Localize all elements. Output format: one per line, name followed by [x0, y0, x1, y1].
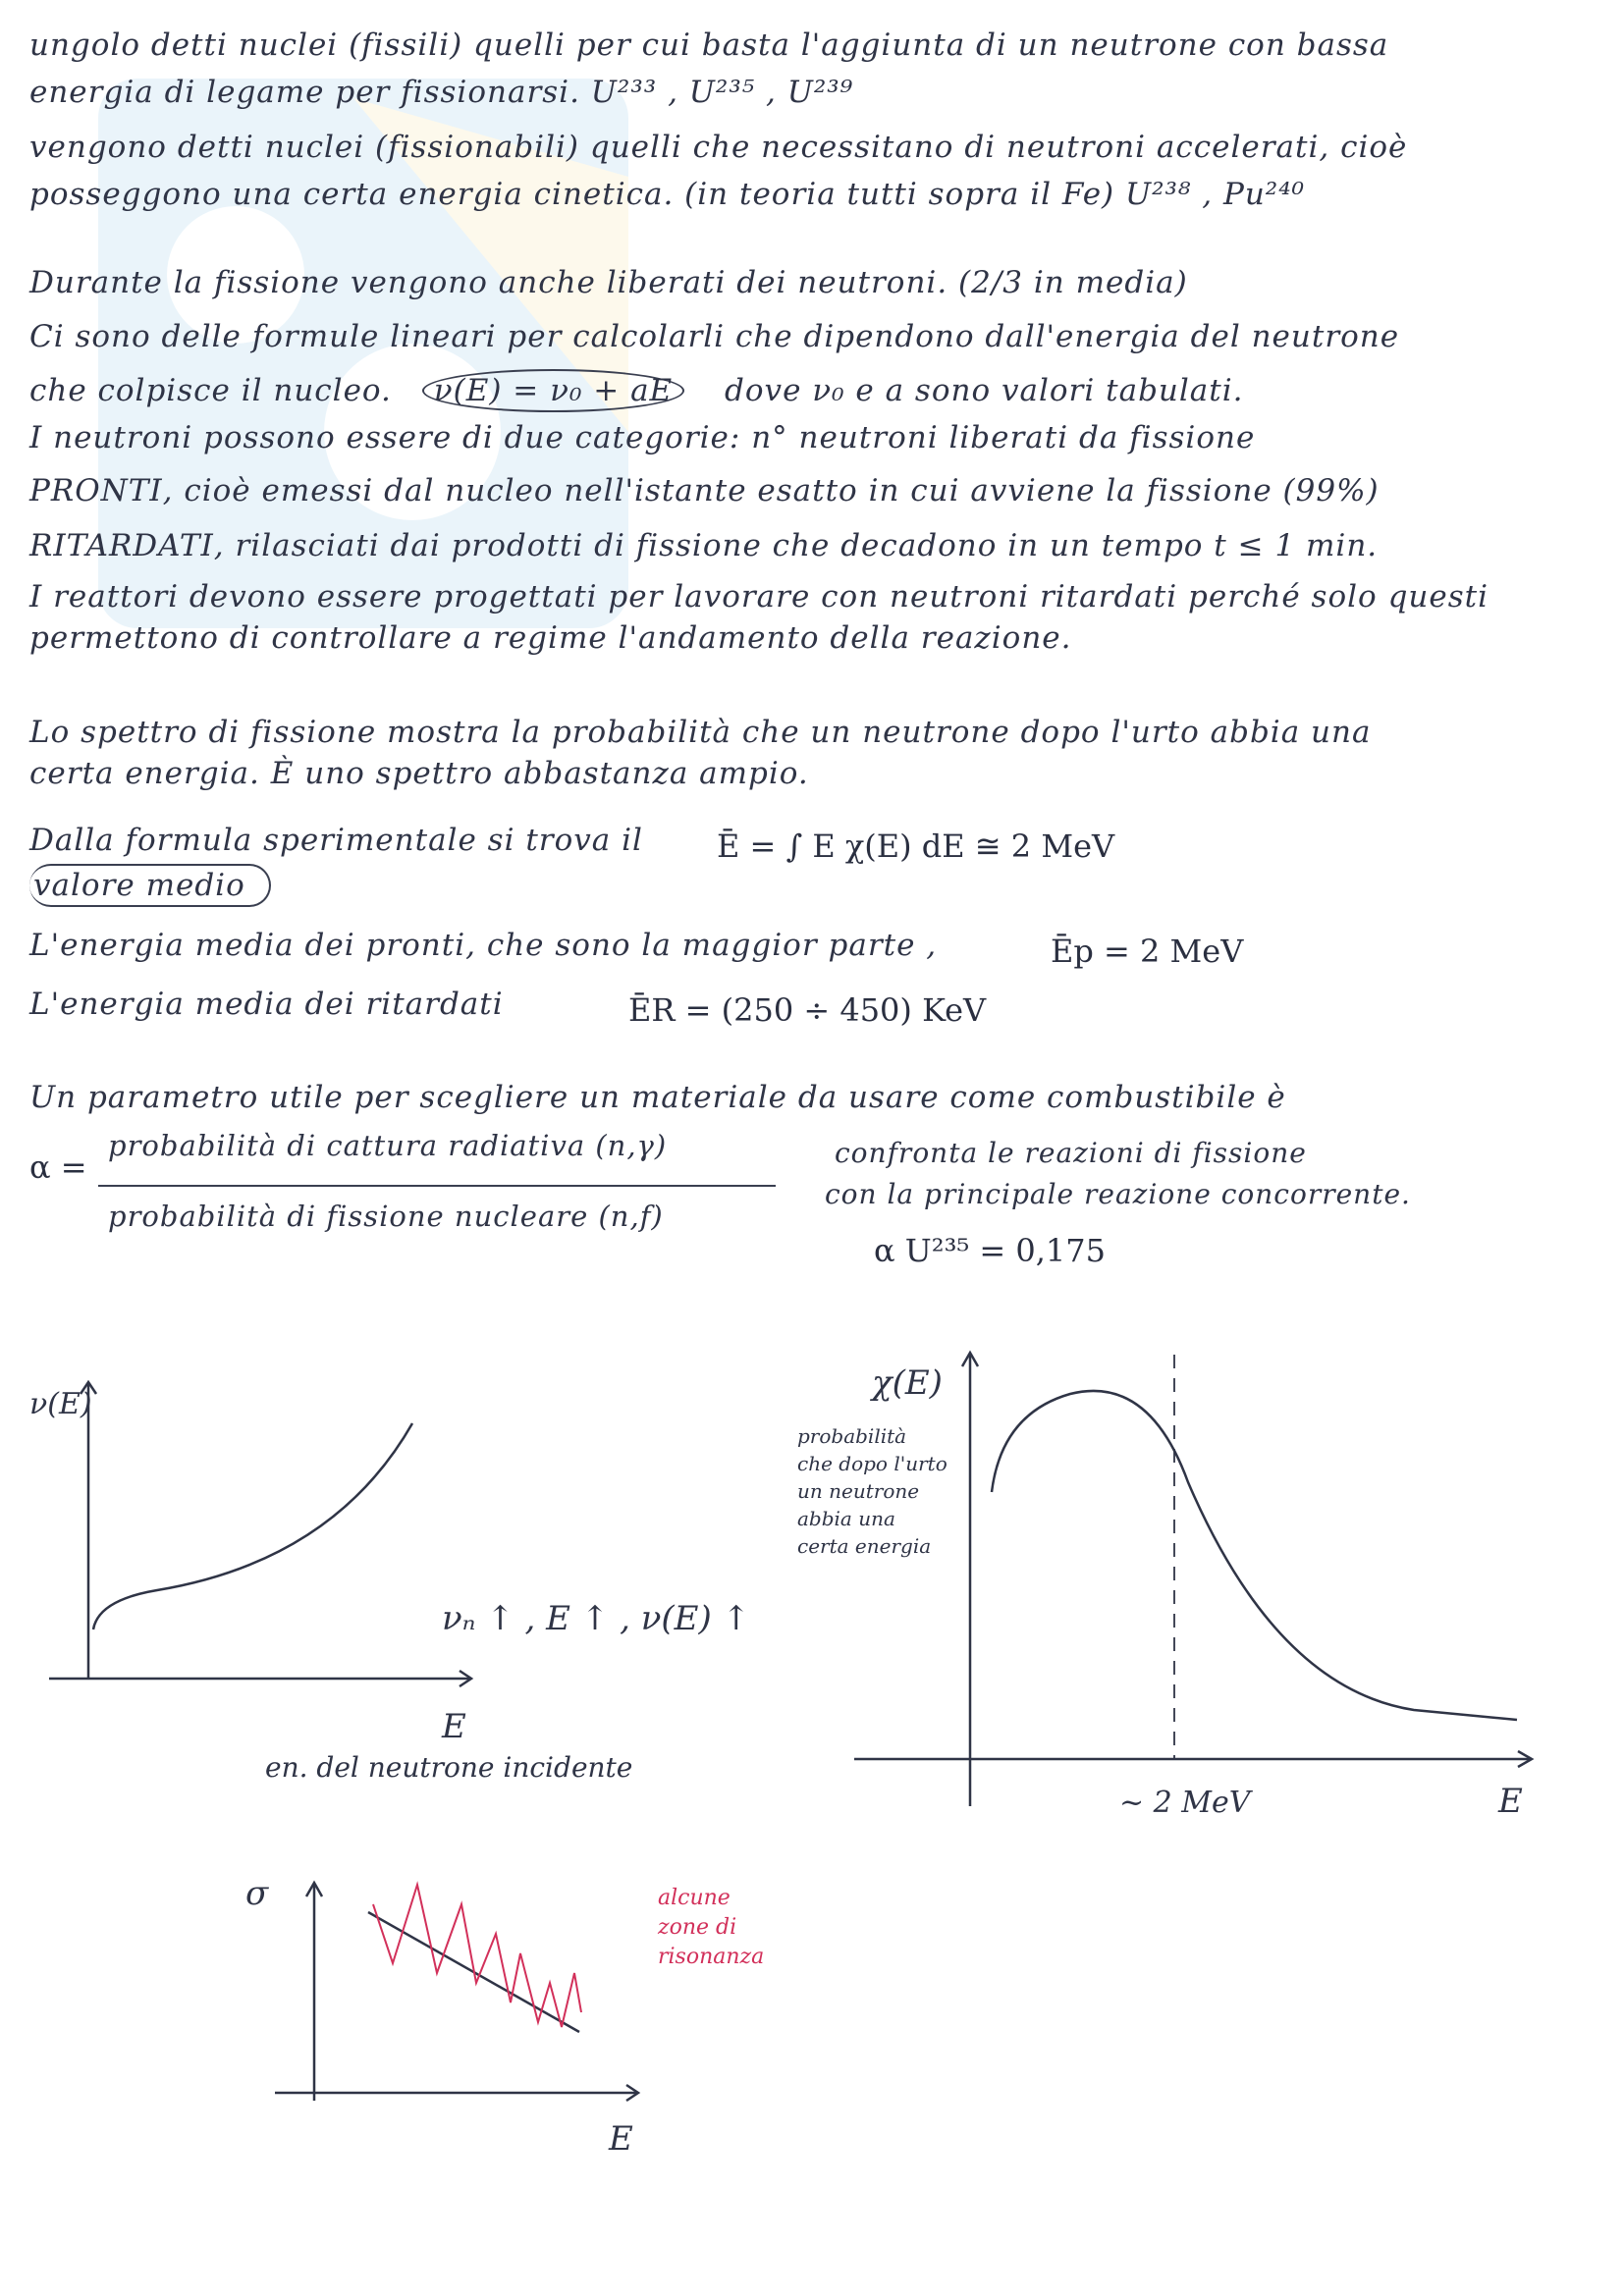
graph2-desc-1: probabilità — [797, 1424, 907, 1448]
note-line-7 — [29, 373, 1244, 408]
graph3-note-3: risonanza — [658, 1945, 765, 1969]
note-line-11: I reattori devono essere progettati per lavorare con neutroni ritardati perché solo questi — [29, 579, 1489, 614]
note-line-1: ungolo detti nuclei (fissili) quelli per cui basta l'aggiunta di un neutrone con bassa — [29, 27, 1389, 63]
graph-cross-section — [226, 1865, 854, 2160]
graph2-ylabel: χ(E) — [872, 1363, 943, 1403]
graph3-xlabel: E — [609, 2119, 633, 2159]
graph2-xlabel: E — [1498, 1782, 1523, 1821]
alpha-value: α U²³⁵ = 0,175 — [874, 1232, 1106, 1269]
note-line-2: energia di legame per fissionarsi. U²³³ , U²³⁵ , U²³⁹ — [29, 75, 854, 110]
note-line-16-circled: valore medio — [29, 864, 271, 907]
note-line-12: permettono di controllare a regime l'andamento della reazione. — [29, 620, 1072, 656]
graph3-ylabel: σ — [245, 1874, 269, 1913]
formula-mean-energy: Ē = ∫ E χ(E) dE ≅ 2 MeV — [717, 828, 1115, 865]
graph3-note-1: alcune — [658, 1886, 731, 1910]
graph2-peak-label: ~ 2 MeV — [1119, 1786, 1251, 1820]
note-line-18: L'energia media dei ritardati — [29, 987, 504, 1022]
note-line-9: PRONTI, cioè emessi dal nucleo nell'istante esatto in cui avviene la fissione (99%) — [29, 473, 1380, 508]
graph1-annotation: νₙ ↑ , E ↑ , ν(E) ↑ — [442, 1599, 751, 1638]
note-line-7-tail: dove ν₀ e a sono valori tabulati. — [725, 373, 1244, 408]
note-line-19: Un parametro utile per scegliere un materiale da usare come combustibile è — [29, 1080, 1286, 1115]
nu-curve — [93, 1423, 412, 1629]
formula-prompt-energy: Ēp = 2 MeV — [1051, 933, 1244, 970]
graph2-desc-2: che dopo l'urto — [797, 1452, 947, 1475]
resonance-curve — [373, 1885, 581, 2027]
note-line-17: L'energia media dei pronti, che sono la maggior parte , — [29, 928, 938, 963]
note-line-8: I neutroni possono essere di due categorie: n° neutroni liberati da fissione — [29, 420, 1256, 455]
alpha-note-2: con la principale reazione concorrente. — [825, 1178, 1411, 1210]
graph1-caption: en. del neutrone incidente — [265, 1751, 633, 1784]
note-line-15: Dalla formula sperimentale si trova il — [29, 823, 643, 858]
graph3-note-2: zone di — [658, 1915, 737, 1940]
note-line-13: Lo spettro di fissione mostra la probabilità che un neutrone dopo l'urto abbia una — [29, 715, 1372, 750]
fraction-bar — [98, 1185, 776, 1187]
alpha-note-1: confronta le reazioni di fissione — [835, 1137, 1307, 1169]
graph2-desc-4: abbia una — [797, 1507, 895, 1530]
note-line-7-text: che colpisce il nucleo. — [29, 373, 392, 408]
formula-delayed-energy: ĒR = (250 ÷ 450) KeV — [628, 991, 987, 1029]
chi-curve — [992, 1391, 1517, 1720]
note-line-5: Durante la fissione vengono anche liberati dei neutroni. (2/3 in media) — [29, 265, 1188, 300]
alpha-numerator: probabilità di cattura radiativa (n,γ) — [108, 1129, 668, 1162]
note-line-6: Ci sono delle formule lineari per calcolarli che dipendono dall'energia del neutrone — [29, 319, 1400, 354]
graph-fission-spectrum — [785, 1335, 1571, 1845]
alpha-symbol: α = — [29, 1148, 87, 1186]
formula-nu-e: ν(E) = ν₀ + aE — [422, 369, 684, 412]
alpha-denominator: probabilità di fissione nucleare (n,f) — [108, 1200, 664, 1233]
graph1-xlabel: E — [442, 1707, 466, 1746]
note-line-4: posseggono una certa energia cinetica. (in teoria tutti sopra il Fe) U²³⁸ , Pu²⁴⁰ — [29, 177, 1306, 212]
graph-nu-vs-energy — [20, 1364, 825, 1796]
graph1-ylabel: ν(E) — [29, 1387, 92, 1421]
note-line-3: vengono detti nuclei (fissionabili) quelli che necessitano di neutroni accelerati, cioè — [29, 130, 1408, 165]
note-line-10: RITARDATI, rilasciati dai prodotti di fissione che decadono in un tempo t ≤ 1 min. — [29, 528, 1379, 563]
note-line-14: certa energia. È uno spettro abbastanza ampio. — [29, 756, 809, 791]
graph2-desc-3: un neutrone — [797, 1479, 920, 1503]
graph2-desc-5: certa energia — [797, 1534, 932, 1558]
